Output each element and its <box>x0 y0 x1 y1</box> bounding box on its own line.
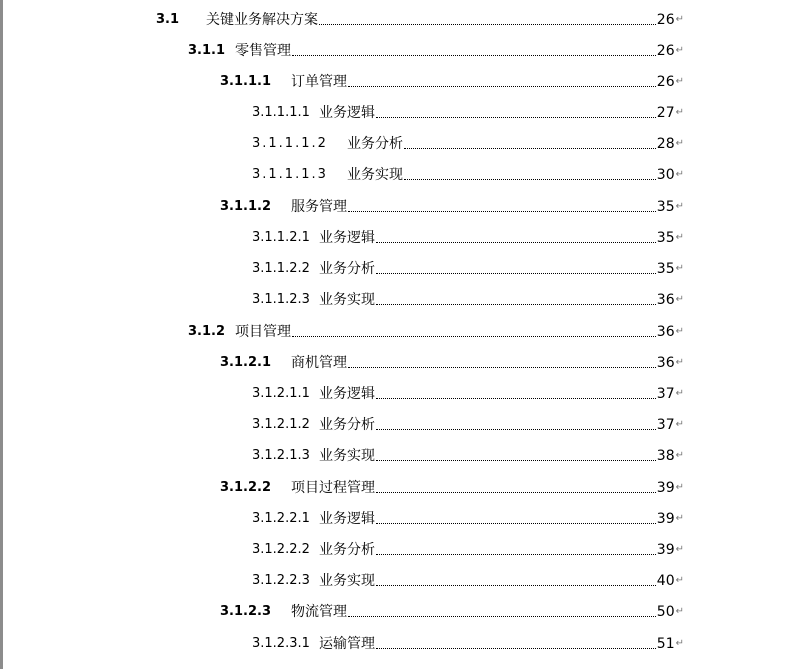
paragraph-mark-icon: ↵ <box>675 201 684 212</box>
dot-leader <box>319 23 656 25</box>
toc-entry-title: 项目管理 <box>235 324 291 340</box>
toc-entry-title: 订单管理 <box>291 74 347 90</box>
toc-entry[interactable] <box>252 131 684 153</box>
toc-entry-number: 3.1.2.1.3 <box>252 448 310 463</box>
dot-leader <box>404 178 656 180</box>
paragraph-mark-icon: ↵ <box>675 638 684 649</box>
toc-entry-number: 3.1.2.1 <box>220 355 271 370</box>
paragraph-mark-icon: ↵ <box>675 263 684 274</box>
dot-leader <box>376 272 656 274</box>
toc-entry-number: 3.1.2.3.1 <box>252 636 310 651</box>
dot-leader <box>376 584 656 586</box>
toc-entry[interactable] <box>220 350 684 372</box>
toc-entry-page: 39 <box>656 511 675 527</box>
toc-entry-title: 零售管理 <box>235 43 291 59</box>
toc-entry-page: 27 <box>656 105 675 121</box>
toc-entry-number: 3.1.1.2.2 <box>252 261 310 276</box>
paragraph-mark-icon: ↵ <box>675 357 684 368</box>
toc-entry-number: 3.1.1.2.3 <box>252 292 310 307</box>
toc-entry-title: 业务分析 <box>319 542 375 558</box>
paragraph-mark-icon: ↵ <box>675 513 684 524</box>
dot-leader <box>376 522 656 524</box>
toc-entry-page: 35 <box>656 261 675 277</box>
toc-entry-number: 3.1.1.2 <box>220 199 271 214</box>
dot-leader <box>376 397 656 399</box>
paragraph-mark-icon: ↵ <box>675 450 684 461</box>
toc-entry-number: 3.1.2.2.2 <box>252 542 310 557</box>
paragraph-mark-icon: ↵ <box>675 232 684 243</box>
toc-entry[interactable] <box>220 194 684 216</box>
paragraph-mark-icon: ↵ <box>675 326 684 337</box>
toc-entry-title: 物流管理 <box>291 604 347 620</box>
toc-entry-page: 37 <box>656 386 675 402</box>
toc-entry-title: 商机管理 <box>291 355 347 371</box>
toc-entry-number: 3.1.1.1.2 <box>252 136 328 151</box>
toc-entry-number: 3.1.2 <box>188 324 226 339</box>
toc-entry-number: 3.1.1.1 <box>220 74 271 89</box>
paragraph-mark-icon: ↵ <box>675 45 684 56</box>
dot-leader <box>348 210 656 212</box>
dot-leader <box>404 147 656 149</box>
toc-entry-number: 3.1.2.3 <box>220 604 271 619</box>
toc-entry-number: 3.1.2.2.3 <box>252 573 310 588</box>
toc-entry-title: 业务实现 <box>319 573 375 589</box>
toc-entry-page: 26 <box>656 74 675 90</box>
paragraph-mark-icon: ↵ <box>675 544 684 555</box>
toc-entry-number: 3.1.1.2.1 <box>252 230 310 245</box>
toc-entry-title: 业务实现 <box>319 448 375 464</box>
toc-entry[interactable] <box>252 100 684 122</box>
dot-leader <box>376 459 656 461</box>
toc-entry-page: 40 <box>656 573 675 589</box>
toc-entry[interactable] <box>252 162 684 184</box>
paragraph-mark-icon: ↵ <box>675 76 684 87</box>
dot-leader <box>376 647 656 649</box>
dot-leader <box>376 428 656 430</box>
toc-entry-title: 业务逻辑 <box>319 386 375 402</box>
toc-entry-title: 业务分析 <box>319 261 375 277</box>
dot-leader <box>376 303 656 305</box>
dot-leader <box>376 116 656 118</box>
dot-leader <box>348 85 656 87</box>
dot-leader <box>348 366 656 368</box>
toc-entry[interactable] <box>188 38 684 60</box>
dot-leader <box>292 54 656 56</box>
toc-entry-page: 35 <box>656 230 675 246</box>
paragraph-mark-icon: ↵ <box>675 294 684 305</box>
toc-entry-page: 36 <box>656 292 675 308</box>
toc-entry-number: 3.1.1.1.1 <box>252 105 310 120</box>
toc-entry[interactable] <box>220 599 684 621</box>
dot-leader <box>348 615 656 617</box>
dot-leader <box>376 553 656 555</box>
paragraph-mark-icon: ↵ <box>675 575 684 586</box>
toc-entry[interactable] <box>252 506 684 528</box>
toc-entry[interactable] <box>252 225 684 247</box>
paragraph-mark-icon: ↵ <box>675 169 684 180</box>
toc-entry-page: 26 <box>656 43 675 59</box>
toc-entry-number: 3.1.2.1.1 <box>252 386 310 401</box>
toc-entry-title: 业务实现 <box>319 292 375 308</box>
toc-entry-page: 36 <box>656 324 675 340</box>
paragraph-mark-icon: ↵ <box>675 419 684 430</box>
toc-entry-title: 业务逻辑 <box>319 105 375 121</box>
toc-entry-title: 业务分析 <box>319 417 375 433</box>
toc-entry-page: 37 <box>656 417 675 433</box>
toc-entry-number: 3.1.2.1.2 <box>252 417 310 432</box>
toc-entry-title: 关键业务解决方案 <box>206 12 318 28</box>
paragraph-mark-icon: ↵ <box>675 388 684 399</box>
toc-entry-page: 38 <box>656 448 675 464</box>
toc-entry-page: 26 <box>656 12 675 28</box>
toc-entry-title: 业务分析 <box>347 136 403 152</box>
toc-entry[interactable] <box>252 568 684 590</box>
toc-entry-page: 35 <box>656 199 675 215</box>
toc-entry-title: 业务逻辑 <box>319 511 375 527</box>
dot-leader <box>292 335 656 337</box>
toc-entry-number: 3.1.2.2 <box>220 480 271 495</box>
paragraph-mark-icon: ↵ <box>675 138 684 149</box>
toc-entry[interactable] <box>252 381 684 403</box>
toc-entry-page: 51 <box>656 636 675 652</box>
toc-entry-title: 业务实现 <box>347 167 403 183</box>
paragraph-mark-icon: ↵ <box>675 107 684 118</box>
toc-entry-title: 业务逻辑 <box>319 230 375 246</box>
toc-entry-page: 50 <box>656 604 675 620</box>
toc-entry-page: 30 <box>656 167 675 183</box>
toc-entry[interactable] <box>220 69 684 91</box>
toc-entry-title: 服务管理 <box>291 199 347 215</box>
toc-entry-number: 3.1.1 <box>188 43 226 58</box>
toc-entry[interactable] <box>252 287 684 309</box>
toc-entry[interactable] <box>188 319 684 341</box>
toc-entry[interactable] <box>252 443 684 465</box>
paragraph-mark-icon: ↵ <box>675 482 684 493</box>
toc-entry[interactable] <box>252 537 684 559</box>
toc-entry-page: 28 <box>656 136 675 152</box>
toc-entry-number: 3.1 <box>156 12 180 27</box>
toc-entry-title: 运输管理 <box>319 636 375 652</box>
paragraph-mark-icon: ↵ <box>675 14 684 25</box>
dot-leader <box>376 241 656 243</box>
toc-entry[interactable] <box>156 7 684 29</box>
paragraph-mark-icon: ↵ <box>675 606 684 617</box>
toc-entry[interactable] <box>252 412 684 434</box>
toc-entry-number: 3.1.2.2.1 <box>252 511 310 526</box>
toc-entry-title: 项目过程管理 <box>291 480 375 496</box>
toc-entry-number: 3.1.1.1.3 <box>252 167 328 182</box>
toc-entry-page: 39 <box>656 480 675 496</box>
toc-entry[interactable] <box>252 256 684 278</box>
toc-entry[interactable] <box>220 475 684 497</box>
toc-entry[interactable] <box>252 631 684 653</box>
toc-entry-page: 39 <box>656 542 675 558</box>
toc-entry-page: 36 <box>656 355 675 371</box>
dot-leader <box>376 491 656 493</box>
